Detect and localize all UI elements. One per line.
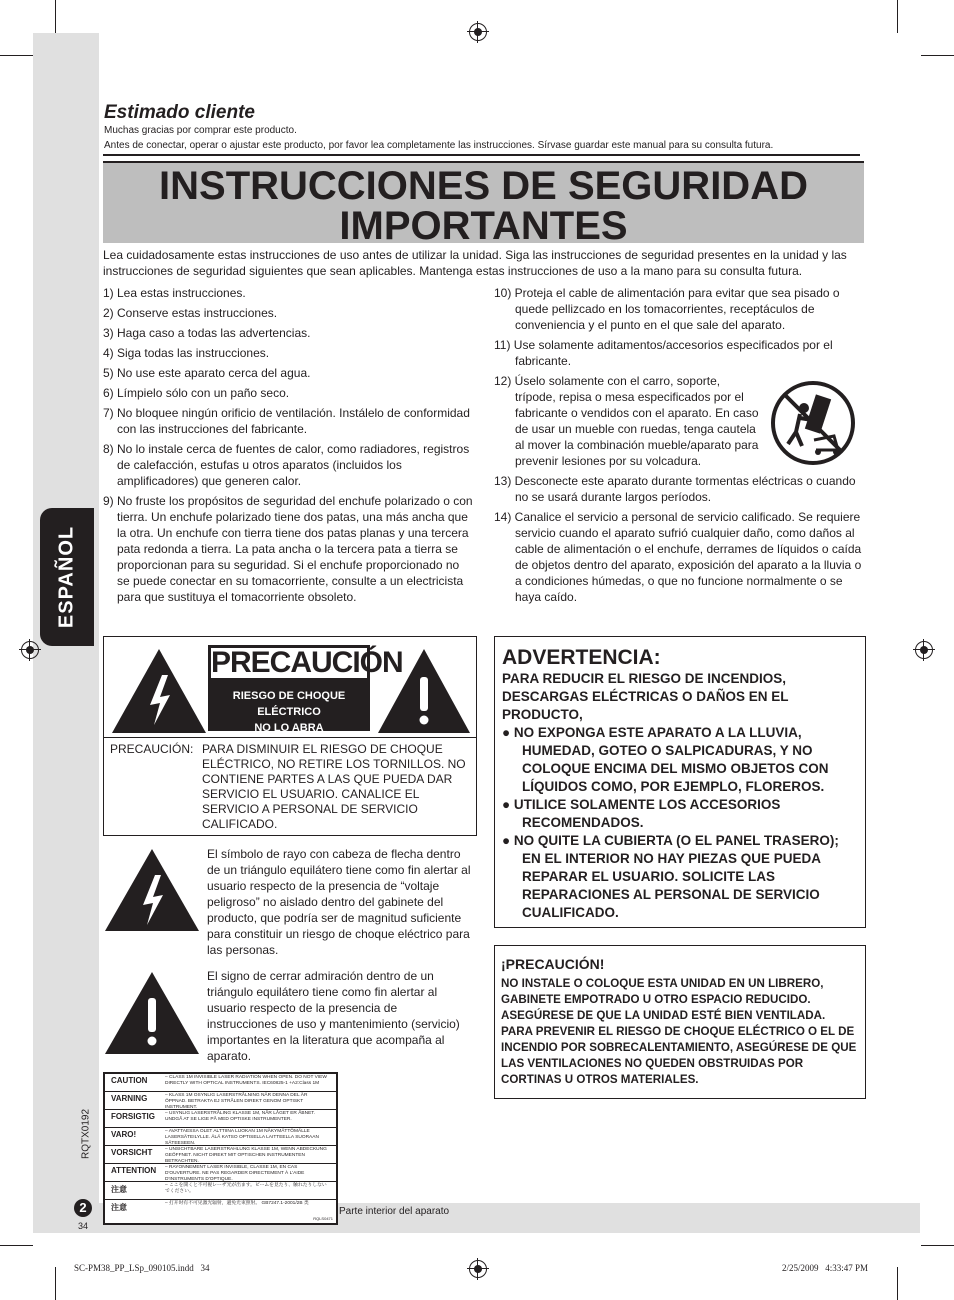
caution-text-1: NO INSTALE O COLOQUE ESTA UNIDAD EN UN LIBRERO, GABINETE EMPOTRADO U OTRO ESPACIO REDUCIDO. ASEGÚRESE DE QUE LA UNIDAD ESTÉ BIEN VENTILADA. xyxy=(501,977,826,1022)
caution-text-2: PARA PREVENIR EL RIESGO DE CHOQUE ELÉCTRICO O EL DE INCENDIO POR SOBRECALENTAMIENTO, ASEGÚRESE DE QUE LAS VENTILACIONES NO QUEDEN OBSTRUIDAS POR CORTINAS U OTROS MATERIALES. xyxy=(501,1025,857,1086)
precaution-text: PARA DISMINUIR EL RIESGO DE CHOQUE ELÉCTRICO, NO RETIRE LOS TORNILLOS. NO CONTIENE PARTES A LAS QUE PUEDA DAR SERVICIO EL USUARIO. CANALICE EL SERVICIO A PERSONAL DE SERVICIO CALIFICADO. xyxy=(202,742,466,831)
list-item: 11) Use solamente aditamentos/accesorios especificados por el fabricante. xyxy=(494,338,833,368)
list-item: 7) No bloquee ningún orificio de ventilación. Instálelo de conformidad con las instrucciones del fabricante. xyxy=(103,406,470,436)
caution-title: ¡PRECAUCIÓN! xyxy=(501,956,605,972)
laser-label-code: RQLS0471 xyxy=(313,1216,333,1221)
laser-row xyxy=(105,1200,336,1217)
list-item: 3) Haga caso a todas las advertencias. xyxy=(103,326,311,340)
laser-row-text: – USYNLIG LASERSTRÅLING KLASSE 1M, NÅR LÅGET ER ÅBNET. UNDGÅ AT SE LIGE PÅ MED OPTISKE INSTRUMENTER. xyxy=(165,1111,315,1122)
page-number: 34 xyxy=(78,1221,89,1231)
laser-row-text: – ここを開くと不可視レーザ光が出ます。ビームを見たり、触れたりしないでください。 xyxy=(165,1183,327,1194)
language-tab xyxy=(40,508,94,646)
registration-mark-icon xyxy=(915,641,933,659)
exclamation-symbol-description: El signo de cerrar admiración dentro de un triángulo equilátero tiene como fin alertar al usuario respecto de la presencia de instrucciones de uso y mantenimiento (servicio) importantes en la literatura que acompaña al aparato. xyxy=(207,969,460,1063)
precaution-label: PRECAUCIÓN: xyxy=(110,742,194,756)
laser-label-caption: Parte interior del aparato xyxy=(339,1206,450,1217)
crop-mark xyxy=(897,0,898,33)
list-item: 8) No lo instale cerca de fuentes de calor, como radiadores, registros de calefacción, estufas u otros aparatos (incluidos los amplificadores) que generen calor. xyxy=(103,442,470,488)
crop-mark xyxy=(0,1245,33,1246)
laser-row-label: CAUTION xyxy=(111,1076,148,1085)
list-item: 2) Conserve estas instrucciones. xyxy=(103,306,278,320)
intro-paragraph: Lea cuidadosamente estas instrucciones de uso antes de utilizar la unidad. Siga las instrucciones de seguridad presentes en la unidad y las instrucciones de seguridad siguientes que sean aplicables. Mantenga estas instrucciones de uso a la mano para su consulta futura. xyxy=(103,248,847,278)
language-tab-label: ESPAÑOL xyxy=(55,525,78,629)
exclamation-triangle-icon xyxy=(103,970,201,1056)
cart-tipover-warning-icon xyxy=(770,380,856,466)
greeting-heading: Estimado cliente xyxy=(104,102,255,123)
warning-bullet xyxy=(502,724,857,796)
crop-mark xyxy=(897,1267,898,1300)
registration-mark-icon xyxy=(21,641,39,659)
precaution-title: PRECAUCIÓN xyxy=(211,646,403,679)
crop-mark xyxy=(55,1267,56,1300)
caution-box xyxy=(494,945,866,1099)
laser-row-text: – 打开时有不可见激光辐射，避免光束照射。 GB7247.1-2001/2B 类 xyxy=(165,1201,309,1206)
laser-row xyxy=(105,1146,336,1164)
risk-line-2: ELÉCTRICO xyxy=(257,706,321,718)
crop-mark xyxy=(921,1245,954,1246)
warning-title: ADVERTENCIA: xyxy=(502,646,661,669)
laser-row xyxy=(105,1092,336,1110)
lightning-triangle-icon xyxy=(110,647,208,735)
laser-row xyxy=(105,1164,336,1182)
laser-row xyxy=(105,1110,336,1128)
lightning-symbol-description: El símbolo de rayo con cabeza de flecha dentro de un triángulo equilátero tiene como fin alertar al usuario respecto de la presencia de “voltaje peligroso” no aislado dentro del gabinete del producto, que podría ser de magnitud suficiente para constituir un riesgo de choque eléctrico para las personas. xyxy=(207,847,471,957)
laser-row-label: VARO! xyxy=(111,1130,137,1139)
warning-bullet xyxy=(502,796,857,832)
laser-row-label: ATTENTION xyxy=(111,1166,157,1175)
laser-row xyxy=(105,1128,336,1146)
greeting-line-1: Muchas gracias por comprar este producto. xyxy=(104,125,297,136)
crop-mark xyxy=(55,0,56,33)
warning-box xyxy=(494,636,866,928)
precaution-box xyxy=(103,636,477,836)
warning-bullet xyxy=(502,832,857,922)
registration-mark-icon xyxy=(469,23,487,41)
document-code: RQTX0192 xyxy=(80,1108,92,1160)
file-name: SC-PM38_PP_LSp_090105.indd 34 xyxy=(74,1263,210,1273)
warning-bullet-text: NO QUITE LA CUBIERTA (O EL PANEL TRASERO); EN EL INTERIOR NO HAY PIEZAS QUE PUEDA REPARAR EL USUARIO. SOLICITE LAS REPARACIONES AL PERSONAL DE SERVICIO CUALIFICADO. xyxy=(513,833,839,920)
warning-intro: PARA REDUCIR EL RIESGO DE INCENDIOS, DESCARGAS ELÉCTRICAS O DAÑOS EN EL PRODUCTO, xyxy=(502,671,789,722)
list-item: 5) No use este aparato cerca del agua. xyxy=(103,366,311,380)
precaution-label-panel xyxy=(208,645,403,734)
list-item: 1) Lea estas instrucciones. xyxy=(103,286,246,300)
file-date: 2/25/2009 4:33:47 PM xyxy=(782,1263,869,1273)
list-item: 10) Proteja el cable de alimentación para evitar que sea pisado o quede pellizcado en los tomacorrientes, receptáculos de conveniencia y el punto en el que sale del aparato. xyxy=(494,286,840,332)
risk-line-1: RIESGO DE CHOQUE xyxy=(232,690,346,702)
list-item: 4) Siga todas las instrucciones. xyxy=(103,346,270,360)
laser-row-text: – RAYONNEMENT LASER INVISIBLE, CLASSE 1M, EN CAS D'OUVERTURE. NE PAS REGARDER DIRECTEMENT À L'AIDE D'INSTRUMENTS D'OPTIQUE. xyxy=(165,1165,305,1182)
title-banner xyxy=(103,161,864,248)
laser-row-label: 注意 xyxy=(111,1203,127,1212)
list-item: 9) No fruste los propósitos de seguridad del enchufe polarizado o con tierra. Un enchufe polarizado tiene dos patas, una más ancha que la otra. Un enchufe con tierra tiene dos patas planas y una tercera pata redonda a tierra. La pata ancha o la tercera pata a tierra se proporcionan para su seguridad. Si el enchufe proporcionado no se puede conectar en su tomacorriente, consulte a un electricista para que sustituya el tomacorriente obsoleto. xyxy=(103,494,473,604)
laser-row xyxy=(105,1182,336,1200)
page-title-line-2: IMPORTANTES xyxy=(339,204,628,248)
exclamation-triangle-icon xyxy=(376,647,472,735)
laser-row-text: – CLASS 1M INVISIBLE LASER RADIATION WHEN OPEN. DO NOT VIEW DIRECTLY WITH OPTICAL INSTRUMENTS. IEC60825-1 +A2:Class 1M xyxy=(165,1075,327,1086)
laser-warning-label xyxy=(103,1072,338,1225)
crop-mark xyxy=(921,55,954,56)
laser-row-label: 注意 xyxy=(111,1185,127,1194)
greeting-line-2: Antes de conectar, operar o ajustar este producto, por favor lea completamente las instrucciones. Sírvase guardar este manual para su consulta futura. xyxy=(104,140,774,151)
page-badge: 2 xyxy=(74,1199,92,1217)
list-item: 6) Límpielo sólo con un paño seco. xyxy=(103,386,290,400)
laser-row-label: FORSIGTIG xyxy=(111,1112,155,1121)
laser-row-label: VARNING xyxy=(111,1094,148,1103)
laser-row-text: – UNSICHTBARE LASERSTRAHLUNG KLASSE 1M, WENN ABDECKUNG GEÖFFNET. NICHT DIREKT MIT OPTISCHEN INSTRUMENTEN BETRACHTEN. xyxy=(165,1147,327,1164)
laser-row xyxy=(105,1074,336,1092)
crop-mark xyxy=(0,55,33,56)
bullet-dot-icon: ● xyxy=(502,725,514,740)
bullet-dot-icon: ● xyxy=(502,833,514,848)
risk-line-3: NO LO ABRA xyxy=(254,722,324,734)
header-rule xyxy=(103,154,860,156)
bullet-dot-icon: ● xyxy=(502,797,514,812)
box-divider xyxy=(104,737,476,738)
list-item: 13) Desconecte este aparato durante tormentas eléctricas o cuando no se usará durante largos períodos. xyxy=(494,474,856,504)
instructions-left-list xyxy=(103,285,473,609)
laser-row-text: – AVATTAESSA OLET ALTTIINA LUOKAN 1M NÄKYMÄTTÖMÄLLE LASERSÄTEILYLLE. ÄLÄ KATSO OPTISELLA LAITTEELLA SUORAAN SÄTEESEEN. xyxy=(165,1129,319,1146)
registration-mark-icon xyxy=(469,1260,487,1278)
warning-bullet-text: UTILICE SOLAMENTE LOS ACCESORIOS RECOMENDADOS. xyxy=(513,797,781,830)
lightning-triangle-icon xyxy=(103,847,201,933)
page-title-line-1: INSTRUCCIONES DE SEGURIDAD xyxy=(159,164,808,208)
list-item: 14) Canalice el servicio a personal de servicio calificado. Se requiere servicio cuando el aparato sufrió cualquier daño, como daños al cable de alimentación o el enchufe, derrames de líquidos o caída de objetos dentro del aparato, exposición del aparato a la lluvia o a condiciones húmedas, o que no funcione normalmente o se haya caído. xyxy=(494,510,862,604)
warning-bullet-text: NO EXPONGA ESTE APARATO A LA LLUVIA, HUMEDAD, GOTEO O SALPICADURAS, Y NO COLOQUE ENCIMA DEL MISMO OBJETOS CON LÍQUIDOS COMO, POR EJEMPLO, FLOREROS. xyxy=(513,725,829,794)
laser-row-label: VORSICHT xyxy=(111,1148,153,1157)
list-item: 12) Úselo solamente con el carro, soporte, trípode, repisa o mesa especificados por el fabricante o vendidos con el aparato. En caso de usar un mueble con ruedas, tenga cautela al mover la combinación mueble/aparato para prevenir lesiones por su volcadura. xyxy=(494,374,759,468)
laser-row-text: – KLASS 1M OSYNLIG LASERSTRÅLNING NÄR DENNA DEL ÄR ÖPPNAD. BETRAKTA EJ STRÅLEN DIREKT GENOM OPTISKT INSTRUMENT. xyxy=(165,1093,308,1110)
